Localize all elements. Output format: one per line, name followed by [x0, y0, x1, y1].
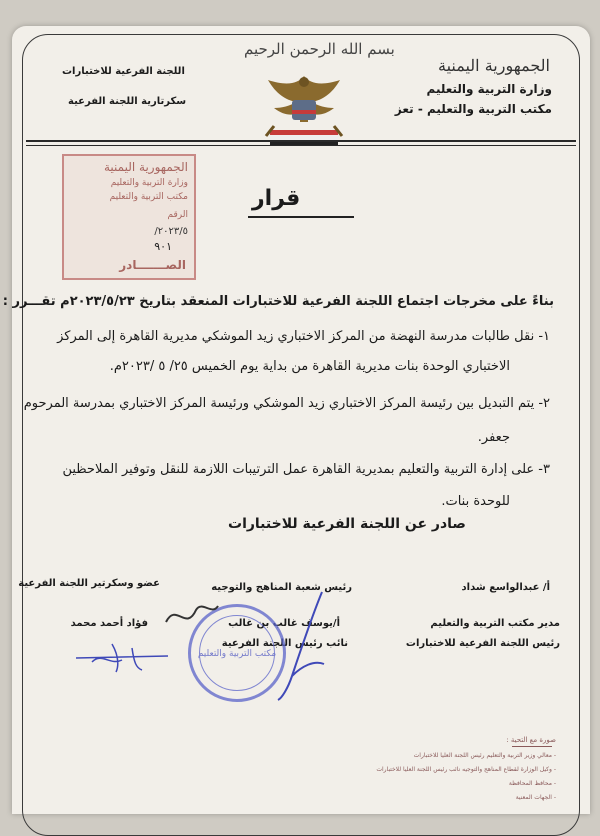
- header-divider: [26, 140, 576, 142]
- header-divider-thin: [26, 145, 576, 146]
- cc-underline: [512, 746, 552, 747]
- signature-mark: [72, 638, 172, 674]
- signatory-2-role: نائب رئيس اللجنة الفرعية: [221, 638, 348, 649]
- stamp-label: الصـــــــادر: [119, 258, 186, 272]
- issued-by: صادر عن اللجنة الفرعية للاختبارات: [228, 516, 466, 532]
- signatory-2-name: أ/يوسف غالب بن غالب: [228, 618, 340, 629]
- document-page: [2, 26, 590, 814]
- decision-item-3-cont: للوحدة بنات.: [441, 494, 510, 509]
- stamp-number: ٩٠١: [154, 240, 172, 253]
- cc-line: - وكيل الوزارة لقطاع المناهج والتوجيه نائب رئيس اللجنة العليا للاختبارات: [376, 766, 556, 773]
- basmala: بسم الله الرحمن الرحيم: [244, 40, 395, 58]
- decision-item-2-cont: جعفر.: [477, 430, 510, 445]
- stamp-line: الرقم: [167, 210, 188, 220]
- stamp-line: وزارة التربية والتعليم: [110, 178, 188, 188]
- decision-item-1-cont: الاختباري الوحدة بنات مديرية القاهرة من بداية يوم الخميس ٢٥/ ٥ /٢٠٢٣م.: [109, 359, 510, 374]
- cc-line: - معالي وزير التربية والتعليم رئيس اللجنة العليا للاختبارات: [413, 752, 556, 759]
- decision-intro: بناءً على مخرجات اجتماع اللجنة الفرعية للاختبارات المنعقد بتاريخ ٢٠٢٣/٥/٢٣م تقـــرر :: [2, 294, 554, 309]
- cc-line: - الجهات المعنية: [515, 794, 556, 801]
- signature-mark: [162, 592, 222, 642]
- committee-name: اللجنة الفرعية للاختبارات: [62, 66, 185, 77]
- cc-title: صورة مع التحية :: [506, 736, 556, 744]
- document-title: قرار: [252, 186, 301, 211]
- registration-stamp: [62, 154, 196, 280]
- signatory-1-role: رئيس اللجنة الفرعية للاختبارات: [405, 638, 560, 649]
- ministry-name: وزارة التربية والتعليم: [426, 82, 552, 96]
- secretariat-name: سكرتارية اللجنة الفرعية: [68, 96, 187, 107]
- cc-line: - محافظ المحافظة: [508, 780, 556, 787]
- decision-item-3: ٣- على إدارة التربية والتعليم بمديرية القاهرة عمل الترتيبات اللازمة للنقل وتوفير الملاحظين: [62, 462, 550, 477]
- signatory-3-name: فؤاد أحمد محمد: [70, 618, 148, 629]
- signatory-3-heading: عضو وسكرتير اللجنة الفرعية: [18, 578, 160, 589]
- signature-mark: [262, 586, 342, 706]
- stamp-date: ٢٠٢٣/٥/: [154, 226, 188, 237]
- signatory-1-name: أ/ عبدالواسع شداد: [461, 582, 550, 593]
- stamp-line: الجمهورية اليمنية: [103, 160, 188, 174]
- stamp-line: مكتب التربية والتعليم: [109, 192, 188, 202]
- title-underline: [248, 216, 354, 218]
- decision-item-2: ٢- يتم التبديل بين رئيسة المركز الاختباري زيد الموشكي ورئيسة المركز الاختباري بمدرسة المرحوم: [23, 396, 550, 411]
- decision-item-1: ١- نقل طالبات مدرسة النهضة من المركز الاختباري زيد الموشكي مديرية القاهرة إلى المركز: [57, 329, 550, 344]
- signatory-1-title: مدير مكتب التربية والتعليم: [430, 618, 560, 629]
- office-name: مكتب التربية والتعليم - تعز: [394, 102, 552, 116]
- republic-name: الجمهورية اليمنية: [437, 56, 550, 75]
- signatory-2-heading: رئيس شعبة المناهج والتوجيه: [211, 582, 352, 593]
- seal-text: مكتب التربية والتعليم: [197, 649, 277, 659]
